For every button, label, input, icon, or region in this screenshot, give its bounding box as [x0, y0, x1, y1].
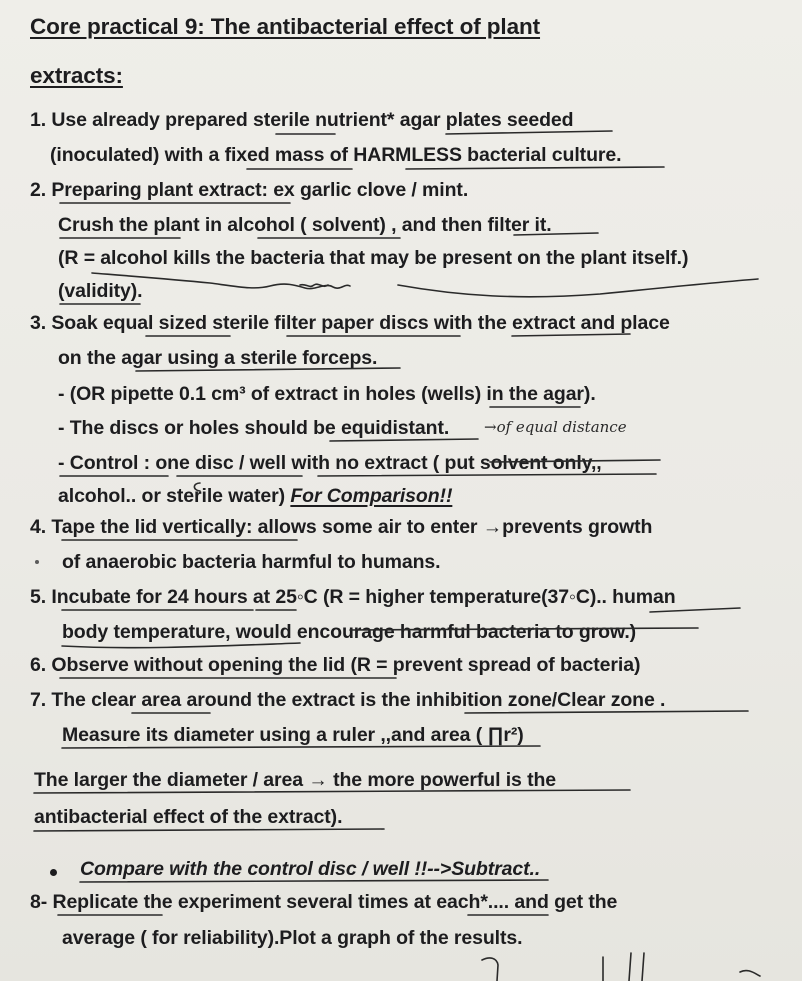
step-5-line-2: body temperature, would encourage harmful bacteria to grow.)	[62, 621, 637, 643]
step-6-line-1: 6. Observe without opening the lid (R = prevent spread of bacteria)	[30, 654, 641, 676]
pen-stroke-bottom-4	[642, 953, 644, 981]
step-3-line-1: 3. Soak equal sized sterile filter paper discs with the extract and place	[30, 312, 670, 334]
step-7-line-2: Measure its diameter using a ruler ,,and area ( ∏r²)	[62, 724, 524, 746]
step-2-line-1: 2. Preparing plant extract: ex garlic clove / mint.	[30, 179, 469, 201]
step-3-line-6	[58, 484, 452, 508]
step-3-line-6-text: alcohol.. or sterile water)	[58, 485, 291, 507]
compare-note: Compare with the control disc / well !!-->Subtract..	[80, 858, 541, 880]
step-8-line-2: average ( for reliability).Plot a graph of the results.	[62, 927, 523, 949]
step-2-line-3: (R = alcohol kills the bacteria that may be present on the plant itself.)	[58, 247, 689, 269]
for-comparison-emphasis: For Comparison!!	[290, 485, 453, 507]
page-title-line-2: extracts:	[30, 63, 123, 88]
underline-plant-itself-curve	[398, 279, 758, 297]
step-4-line-1: 4. Tape the lid vertically: allows some air to enter →prevents growth	[30, 516, 653, 538]
step-8-line-1: 8- Replicate the experiment several times at each*.... and get the	[30, 891, 618, 913]
step-5-line-1: 5. Incubate for 24 hours at 25◦C (R = higher temperature(37◦C).. human	[30, 586, 676, 608]
bullet-icon	[50, 869, 57, 876]
underline-antibacterial-effect	[34, 829, 384, 831]
handwritten-squiggle	[300, 284, 328, 286]
underline-harmless-culture	[406, 167, 664, 169]
pen-stroke-bottom-1	[482, 958, 498, 981]
step-2-line-2: Crush the plant in alcohol ( solvent) , and then filter it.	[58, 214, 552, 236]
step-1-line-1: 1. Use already prepared sterile nutrient* agar plates seeded	[30, 109, 574, 131]
step-3-line-3: - (OR pipette 0.1 cm³ of extract in holes (wells) in the agar).	[58, 383, 596, 405]
margin-dot	[35, 560, 39, 564]
step-7-line-1: 7. The clear area around the extract is the inhibition zone/Clear zone .	[30, 689, 666, 711]
step-4-line-2: of anaerobic bacteria harmful to humans.	[62, 551, 441, 573]
step-2-line-4: (validity).	[58, 280, 143, 302]
pen-stroke-bottom-5	[740, 971, 760, 976]
step-1-line-2: (inoculated) with a fixed mass of HARMLESS bacterial culture.	[50, 144, 622, 166]
pen-stroke-bottom-3	[629, 953, 631, 981]
handwritten-annotation: →of equal distance	[484, 418, 627, 436]
step-3-line-4: - The discs or holes should be equidistant.	[58, 417, 450, 439]
page-title-line-1: Core practical 9: The antibacterial effect of plant	[30, 14, 541, 39]
step-7-line-3: The larger the diameter / area → the more powerful is the	[34, 769, 557, 791]
step-3-line-2: on the agar using a sterile forceps.	[58, 347, 378, 369]
step-7-line-4: antibacterial effect of the extract).	[34, 806, 343, 828]
step-3-line-5: - Control : one disc / well with no extract ( put solvent only,,	[58, 452, 602, 474]
